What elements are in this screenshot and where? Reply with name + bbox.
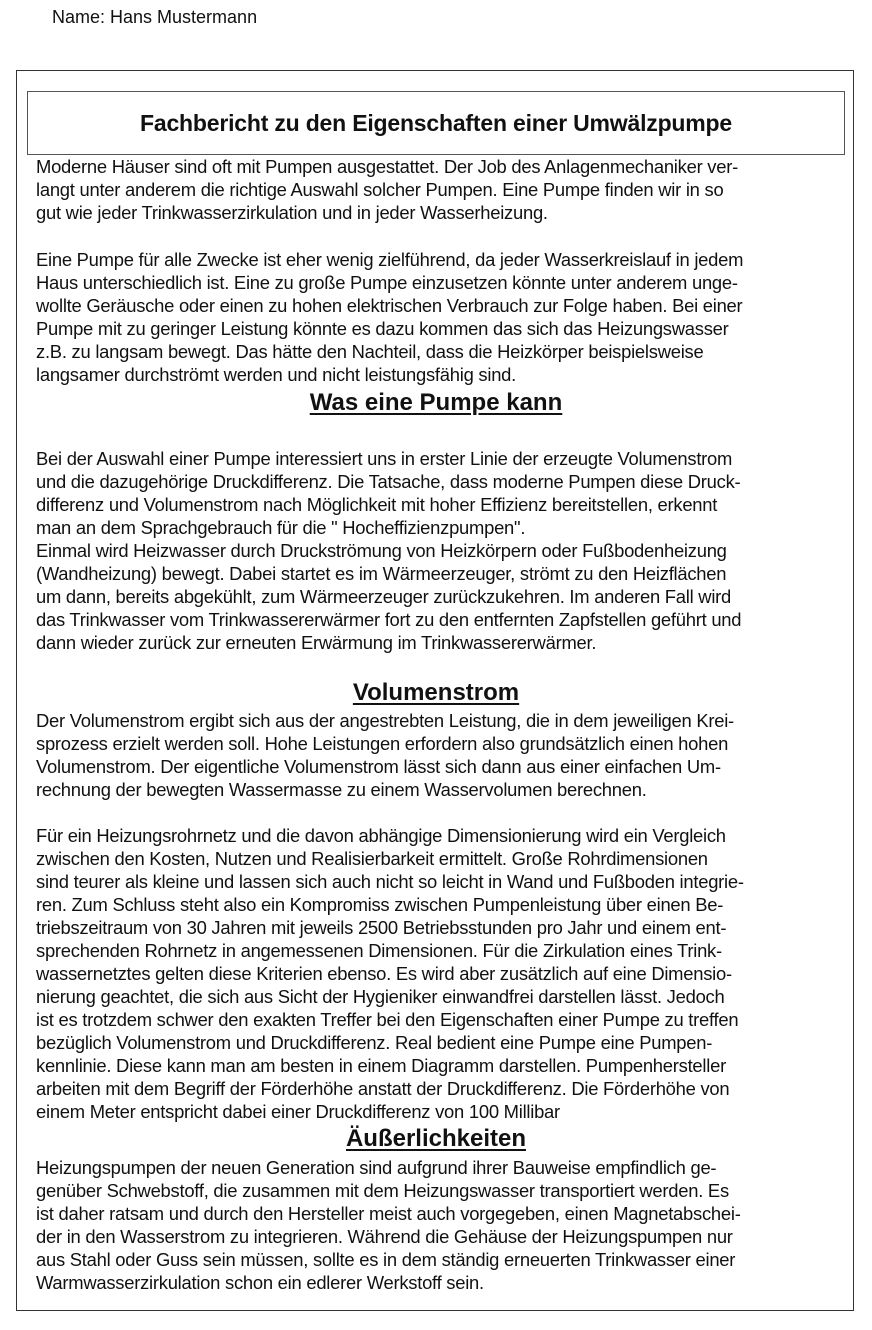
section-heading-ausserlichkeiten: Äußerlichkeiten — [345, 1125, 527, 1152]
section-heading-was-eine-pumpe-kann: Was eine Pumpe kann — [309, 389, 563, 416]
intro-paragraph-1: Moderne Häuser sind oft mit Pumpen ausgestattet. Der Job des Anlagenmechaniker ver- langt unter anderem die richtige Auswahl solcher Pumpen. Eine Pumpe finden wir in so gut wie jeder Trinkwasserzirkulation und in jeder Wasserheizung. — [36, 156, 738, 223]
title-box — [27, 91, 845, 155]
author-name: Name: Hans Mustermann — [52, 7, 258, 27]
section-3-paragraph: Heizungspumpen der neuen Generation sind aufgrund ihrer Bauweise empfindlich ge- genüber Schwebstoff, die zusammen mit dem Heizungswasser transportiert werden. Es ist daher ratsam und durch den Hersteller meist auch vorgegeben, einen Magnetabschei- der in den Wasserstrom zu integrieren. Während die Gehäuse der Heizungspumpen nur aus Stahl oder Guss sein müssen, sollte es in dem ständig erneuerten Trinkwasser einer Warmwasserzirkulation schon ein edlerer Werkstoff sein. — [36, 1157, 741, 1293]
report-frame — [16, 70, 854, 1311]
section-heading-volumenstrom: Volumenstrom — [352, 679, 520, 706]
intro-paragraph-2: Eine Pumpe für alle Zwecke ist eher wenig zielführend, da jeder Wasserkreislauf in jedem Haus unterschiedlich ist. Eine zu große Pumpe einzusetzen könnte unter anderem unge- wollte Geräusche oder einen zu hohen elektrischen Verbrauch zur Folge haben. Bei einer Pumpe mit zu geringer Leistung könnte es dazu kommen das sich das Heizungswasser z.B. zu langsam bewegt. Das hätte den Nachteil, dass die Heizkörper beispielsweise langsamer durchströmt werden und nicht leistungsfähig sind. — [36, 249, 744, 385]
section-1-paragraph: Bei der Auswahl einer Pumpe interessiert uns in erster Linie der erzeugte Volumenstrom und die dazugehörige Druckdifferenz. Die Tatsache, dass moderne Pumpen diese Druck- differenz und Volumenstrom nach Möglichkeit mit hoher Effizienz bereitstellen, erkennt man an dem Sprachgebrauch für die " Hocheffizienzpumpen". Einmal wird Heizwasser durch Druckströmung von Heizkörpern oder Fußbodenheizung (Wandheizung) bewegt. Dabei startet es im Wärmeerzeuger, strömt zu den Heizflächen um dann, bereits abgekühlt, zum Wärmeerzeuger zurückzukehren. Im anderen Fall wird das Trinkwasser vom Trinkwassererwärmer fort zu den entfernten Zapfstellen geführt und dann wieder zurück zur erneuten Erwärmung im Trinkwassererwärmer. — [36, 448, 742, 653]
section-2-paragraph-1: Der Volumenstrom ergibt sich aus der angestrebten Leistung, die in dem jeweiligen Krei- sprozess erzielt werden soll. Hohe Leistungen erfordern also grundsätzlich einen hohen Volumenstrom. Der eigentliche Volumenstrom lässt sich dann aus einer einfachen Um- rechnung der bewegten Wassermasse zu einem Wasservolumen berechnen. — [36, 710, 734, 800]
section-2-paragraph-2: Für ein Heizungsrohrnetz und die davon abhängige Dimensionierung wird ein Vergleich zwischen den Kosten, Nutzen und Realisierbarkeit ermittelt. Große Rohrdimensionen sind teurer als kleine und lassen sich auch nicht so leicht in Wand und Fußboden integrie- ren. Zum Schluss steht also ein Kompromiss zwischen Pumpenleistung über einen Be- triebszeitraum von 30 Jahren mit jeweils 2500 Betriebsstunden pro Jahr und einem ent- sprechenden Rohrnetz in angemessenen Dimensionen. Für die Zirkulation eines Trink- wassernetztes gelten diese Kriterien ebenso. Es wird aber zusätzlich auf eine Dimensio- nierung geachtet, die sich aus Sicht der Hygieniker einwandfrei darstellen lässt. Jedoch ist es trotzdem schwer den exakten Treffer bei den Eigenschaften einer Pumpe zu treffen bezüglich Volumenstrom und Druckdifferenz. Real bedient eine Pumpe eine Pumpen- kennlinie. Diese kann man am besten in einem Diagramm darstellen. Pumpenhersteller arbeiten mit dem Begriff der Förderhöhe anstatt der Druckdifferenz. Die Förderhöhe von einem Meter entspricht dabei einer Druckdifferenz von 100 Millibar — [36, 825, 744, 1122]
document-title: Fachbericht zu den Eigenschaften einer Umwälzpumpe — [140, 109, 732, 136]
